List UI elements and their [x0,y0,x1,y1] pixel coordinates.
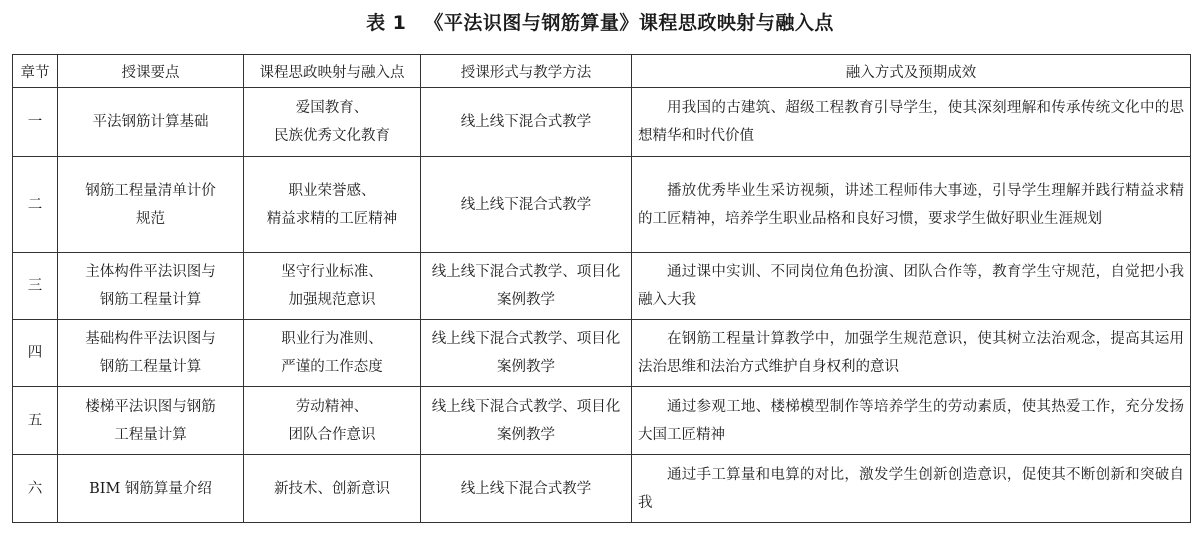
topic-line: 工程量计算 [114,426,187,443]
topic-cell [58,88,244,157]
method-line: 案例教学 [497,292,555,308]
topic-line: 规范 [136,210,165,227]
topic-line: 钢筋工程量清单计价 [85,182,216,199]
topic-line: 楼梯平法识图与钢筋 [85,398,216,415]
header-outcome: 融入方式及预期成效 [632,55,1191,88]
table-header-row [13,55,1191,88]
ideology-line: 团队合作意识 [288,426,376,443]
header-method: 授课形式与教学方法 [421,55,632,88]
topic-line: 平法钢筋计算基础 [92,114,209,130]
header-ideology: 课程思政映射与融入点 [244,55,421,88]
method-line: 线上线下混合式教学 [460,196,592,213]
chapter-cell: 二 [13,157,58,253]
ideology-line: 职业行为准则、 [281,331,383,347]
header-chapter: 章节 [13,55,58,88]
topic-cell [58,320,244,387]
header-topic: 授课要点 [58,55,244,88]
ideology-cell [244,157,421,253]
outcome-text: 通过参观工地、楼梯模型制作等培养学生的劳动素质，使其热爱工作，充分发扬大国工匠精神 [638,398,1184,443]
course-ideology-table [12,54,1191,523]
table-row [13,88,1191,157]
outcome-text: 通过手工算量和电算的对比，激发学生创新创造意识，促使其不断创新和突破自我 [638,466,1184,511]
outcome-cell [632,455,1191,523]
topic-cell [58,455,244,523]
topic-cell [58,387,244,455]
chapter-cell: 一 [13,88,58,157]
method-cell [421,253,632,320]
ideology-line: 严谨的工作态度 [281,359,383,375]
method-line: 线上线下混合式教学、项目化 [431,264,621,280]
outcome-cell [632,253,1191,320]
ideology-cell [244,320,421,387]
chapter-cell: 五 [13,387,58,455]
chapter-cell: 四 [13,320,58,387]
table-row [13,387,1191,455]
ideology-cell [244,387,421,455]
ideology-line: 精益求精的工匠精神 [266,210,398,227]
outcome-cell [632,157,1191,253]
outcome-text: 播放优秀毕业生采访视频，讲述工程师伟大事迹，引导学生理解并践行精益求精的工匠精神，培养学生职业品格和良好习惯，要求学生做好职业生涯规划 [638,182,1184,227]
topic-cell [58,253,244,320]
topic-line: BIM 钢筋算量介绍 [89,480,212,497]
table-row [13,455,1191,523]
topic-line: 钢筋工程量计算 [99,292,202,308]
outcome-text: 通过课中实训、不同岗位角色扮演、团队合作等，教育学生守规范，自觉把小我融入大我 [638,264,1184,308]
ideology-line: 职业荣誉感、 [288,182,376,199]
method-cell [421,88,632,157]
ideology-cell [244,253,421,320]
table-row [13,320,1191,387]
ideology-line: 坚守行业标准、 [281,264,383,280]
table-row [13,253,1191,320]
table-number: 表 1 [366,12,407,34]
method-cell [421,387,632,455]
table-title: 《平法识图与钢筋算量》课程思政映射与融入点 [424,12,834,34]
topic-line: 基础构件平法识图与 [85,331,216,347]
outcome-cell [632,387,1191,455]
method-cell [421,157,632,253]
table-caption [0,10,1200,36]
outcome-cell [632,88,1191,157]
ideology-cell [244,88,421,157]
method-cell [421,455,632,523]
ideology-line: 民族优秀文化教育 [274,128,390,144]
topic-cell [58,157,244,253]
method-line: 线上线下混合式教学、项目化 [431,331,621,347]
ideology-line: 劳动精神、 [295,398,369,415]
method-line: 案例教学 [497,426,555,443]
table-row [13,157,1191,253]
ideology-line: 加强规范意识 [288,292,376,308]
ideology-line: 新技术、创新意识 [274,480,390,497]
ideology-line: 爱国教育、 [295,100,369,116]
method-line: 线上线下混合式教学、项目化 [431,398,621,415]
chapter-cell: 六 [13,455,58,523]
outcome-text: 用我国的古建筑、超级工程教育引导学生，使其深刻理解和传承传统文化中的思想精华和时代价值 [638,100,1184,144]
topic-line: 主体构件平法识图与 [85,264,216,280]
topic-line: 钢筋工程量计算 [99,359,202,375]
outcome-text: 在钢筋工程量计算教学中，加强学生规范意识，使其树立法治观念，提高其运用法治思维和法治方式维护自身权利的意识 [638,331,1184,375]
ideology-cell [244,455,421,523]
method-line: 案例教学 [497,359,555,375]
method-line: 线上线下混合式教学 [460,114,592,130]
method-line: 线上线下混合式教学 [460,480,592,497]
outcome-cell [632,320,1191,387]
chapter-cell: 三 [13,253,58,320]
method-cell [421,320,632,387]
